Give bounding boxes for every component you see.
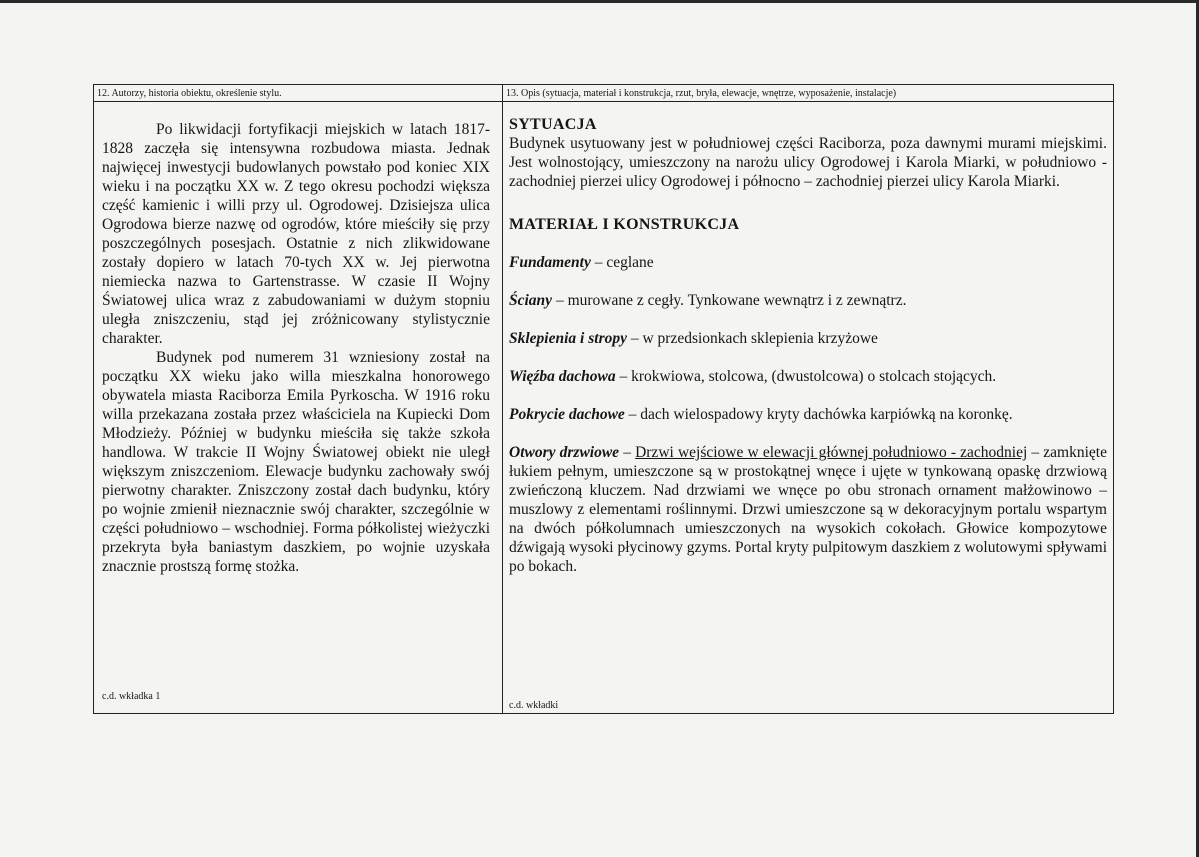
item-text: – krokwiowa, stolcowa, (dwustolcowa) o stolcach stojących. <box>615 368 997 385</box>
material-item-wiezba <box>509 367 1107 386</box>
history-header: 12. Autorzy, historia obiektu, określenie stylu. <box>94 85 502 102</box>
material-item-otwory <box>509 443 1107 576</box>
material-item-fundamenty <box>509 253 1107 272</box>
item-underlined-text: Drzwi wejściowe w elewacji głównej południowo - zachodniej <box>635 444 1028 461</box>
material-item-sciany <box>509 291 1107 310</box>
situation-text: Budynek usytuowany jest w południowej części Raciborza, poza dawnymi murami miejskimi. Jest wolnostojący, umieszczony na narożu ulicy Ogrodowej i Karola Miarki, w południowo - zachodniej pierzei ulicy Ogrodowej i północno – zachodniej pierzei ulicy Karola Miarki. <box>509 135 1107 190</box>
item-term: Otwory drzwiowe <box>509 444 620 461</box>
history-footer: c.d. wkładka 1 <box>102 691 161 702</box>
item-term: Fundamenty <box>509 254 591 271</box>
history-paragraph: Po likwidacji fortyfikacji miejskich w latach 1817- 1828 zaczęła się intensywna rozbudowa miasta. Jednak najwięcej inwestycji budowlanych powstało pod koniec XIX wieku i na początku XX w. Z tego okresu pochodzi większa część kamienic i willi przy ul. Ogrodowej. Dzisiejsza ulica Ogrodowa bierze nazwę od ogrodów, które mieściły się przy poszczególnych posesjach. Ostatnie z nich zlikwidowane zostały dopiero w latach 70-tych XX w. Jej pierwotna niemiecka nazwa to Gartenstrasse. W czasie II Wojny Światowej ulica wraz z zabudowaniami w dużym stopniu uległa zniszczeniu, stąd jej zróżnicowany stylistycznie charakter. <box>102 121 490 347</box>
history-column <box>94 85 502 713</box>
description-footer: c.d. wkładki <box>509 700 559 711</box>
item-term: Więźba dachowa <box>509 368 616 385</box>
description-text <box>509 115 1107 576</box>
scan-edge-top <box>0 0 1199 3</box>
item-text: – murowane z cegły. Tynkowane wewnątrz i z zewnątrz. <box>552 292 907 309</box>
material-item-pokrycie <box>509 405 1107 424</box>
material-title: MATERIAŁ I KONSTRUKCJA <box>509 216 740 233</box>
item-text: – dach wielospadowy kryty dachówka karpiówką na koronkę. <box>624 406 1013 423</box>
item-dash: – <box>619 444 636 461</box>
item-term: Pokrycie dachowe <box>509 406 625 423</box>
item-text: – w przedsionkach sklepienia krzyżowe <box>626 330 878 347</box>
description-header: 13. Opis (sytuacja, materiał i konstrukcja, rzut, bryła, elewacje, wnętrze, wyposażenie, instalacje) <box>503 85 1113 102</box>
history-paragraph: Budynek pod numerem 31 wzniesiony został na początku XX wieku jako willa mieszkalna honorowego obywatela miasta Raciborza Emila Pyrkoscha. W 1916 roku willa przekazana została przez właściciela na Kupiecki Dom Młodzieży. Później w budynku mieściła się także szkoła handlowa. W trakcie II Wojny Światowej obiekt nie uległ większym zniszczeniom. Elewacje budynku zachowały swój pierwotny charakter. Zniszczony został dach budynku, który po wojnie zmienił nieznacznie swój charakter, szczególnie w części południowo – wschodniej. Forma półkolistej wieżyczki przekryta była baniastym daszkiem, po wojnie uzyskała znacznie prostszą formę stożka. <box>102 349 490 575</box>
item-text: – zamknięte łukiem pełnym, umieszczone są w prostokątnej wnęce i ujęte w tynkowaną opaskę drzwiową zwieńczoną kluczem. Nad drzwiami we wnęce po obu stronach ornament małżowinowo – muszlowy z elementami roślinnymi. Drzwi umieszczone są w dekoracyjnym portalu wspartym na dwóch półkolumnach umieszczonych na wysokich cokołach. Głowice kompozytowe dźwigają wysoki płycinowy gzyms. Portal kryty pulpitowym daszkiem z wolutowymi spływami po bokach. <box>509 444 1107 575</box>
form-table <box>93 84 1114 714</box>
item-term: Sklepienia i stropy <box>509 330 627 347</box>
description-column <box>503 85 1113 713</box>
item-term: Ściany <box>509 292 553 309</box>
situation-title: SYTUACJA <box>509 116 597 133</box>
item-text: – ceglane <box>590 254 654 271</box>
history-text <box>102 120 490 576</box>
material-item-sklepienia <box>509 329 1107 348</box>
